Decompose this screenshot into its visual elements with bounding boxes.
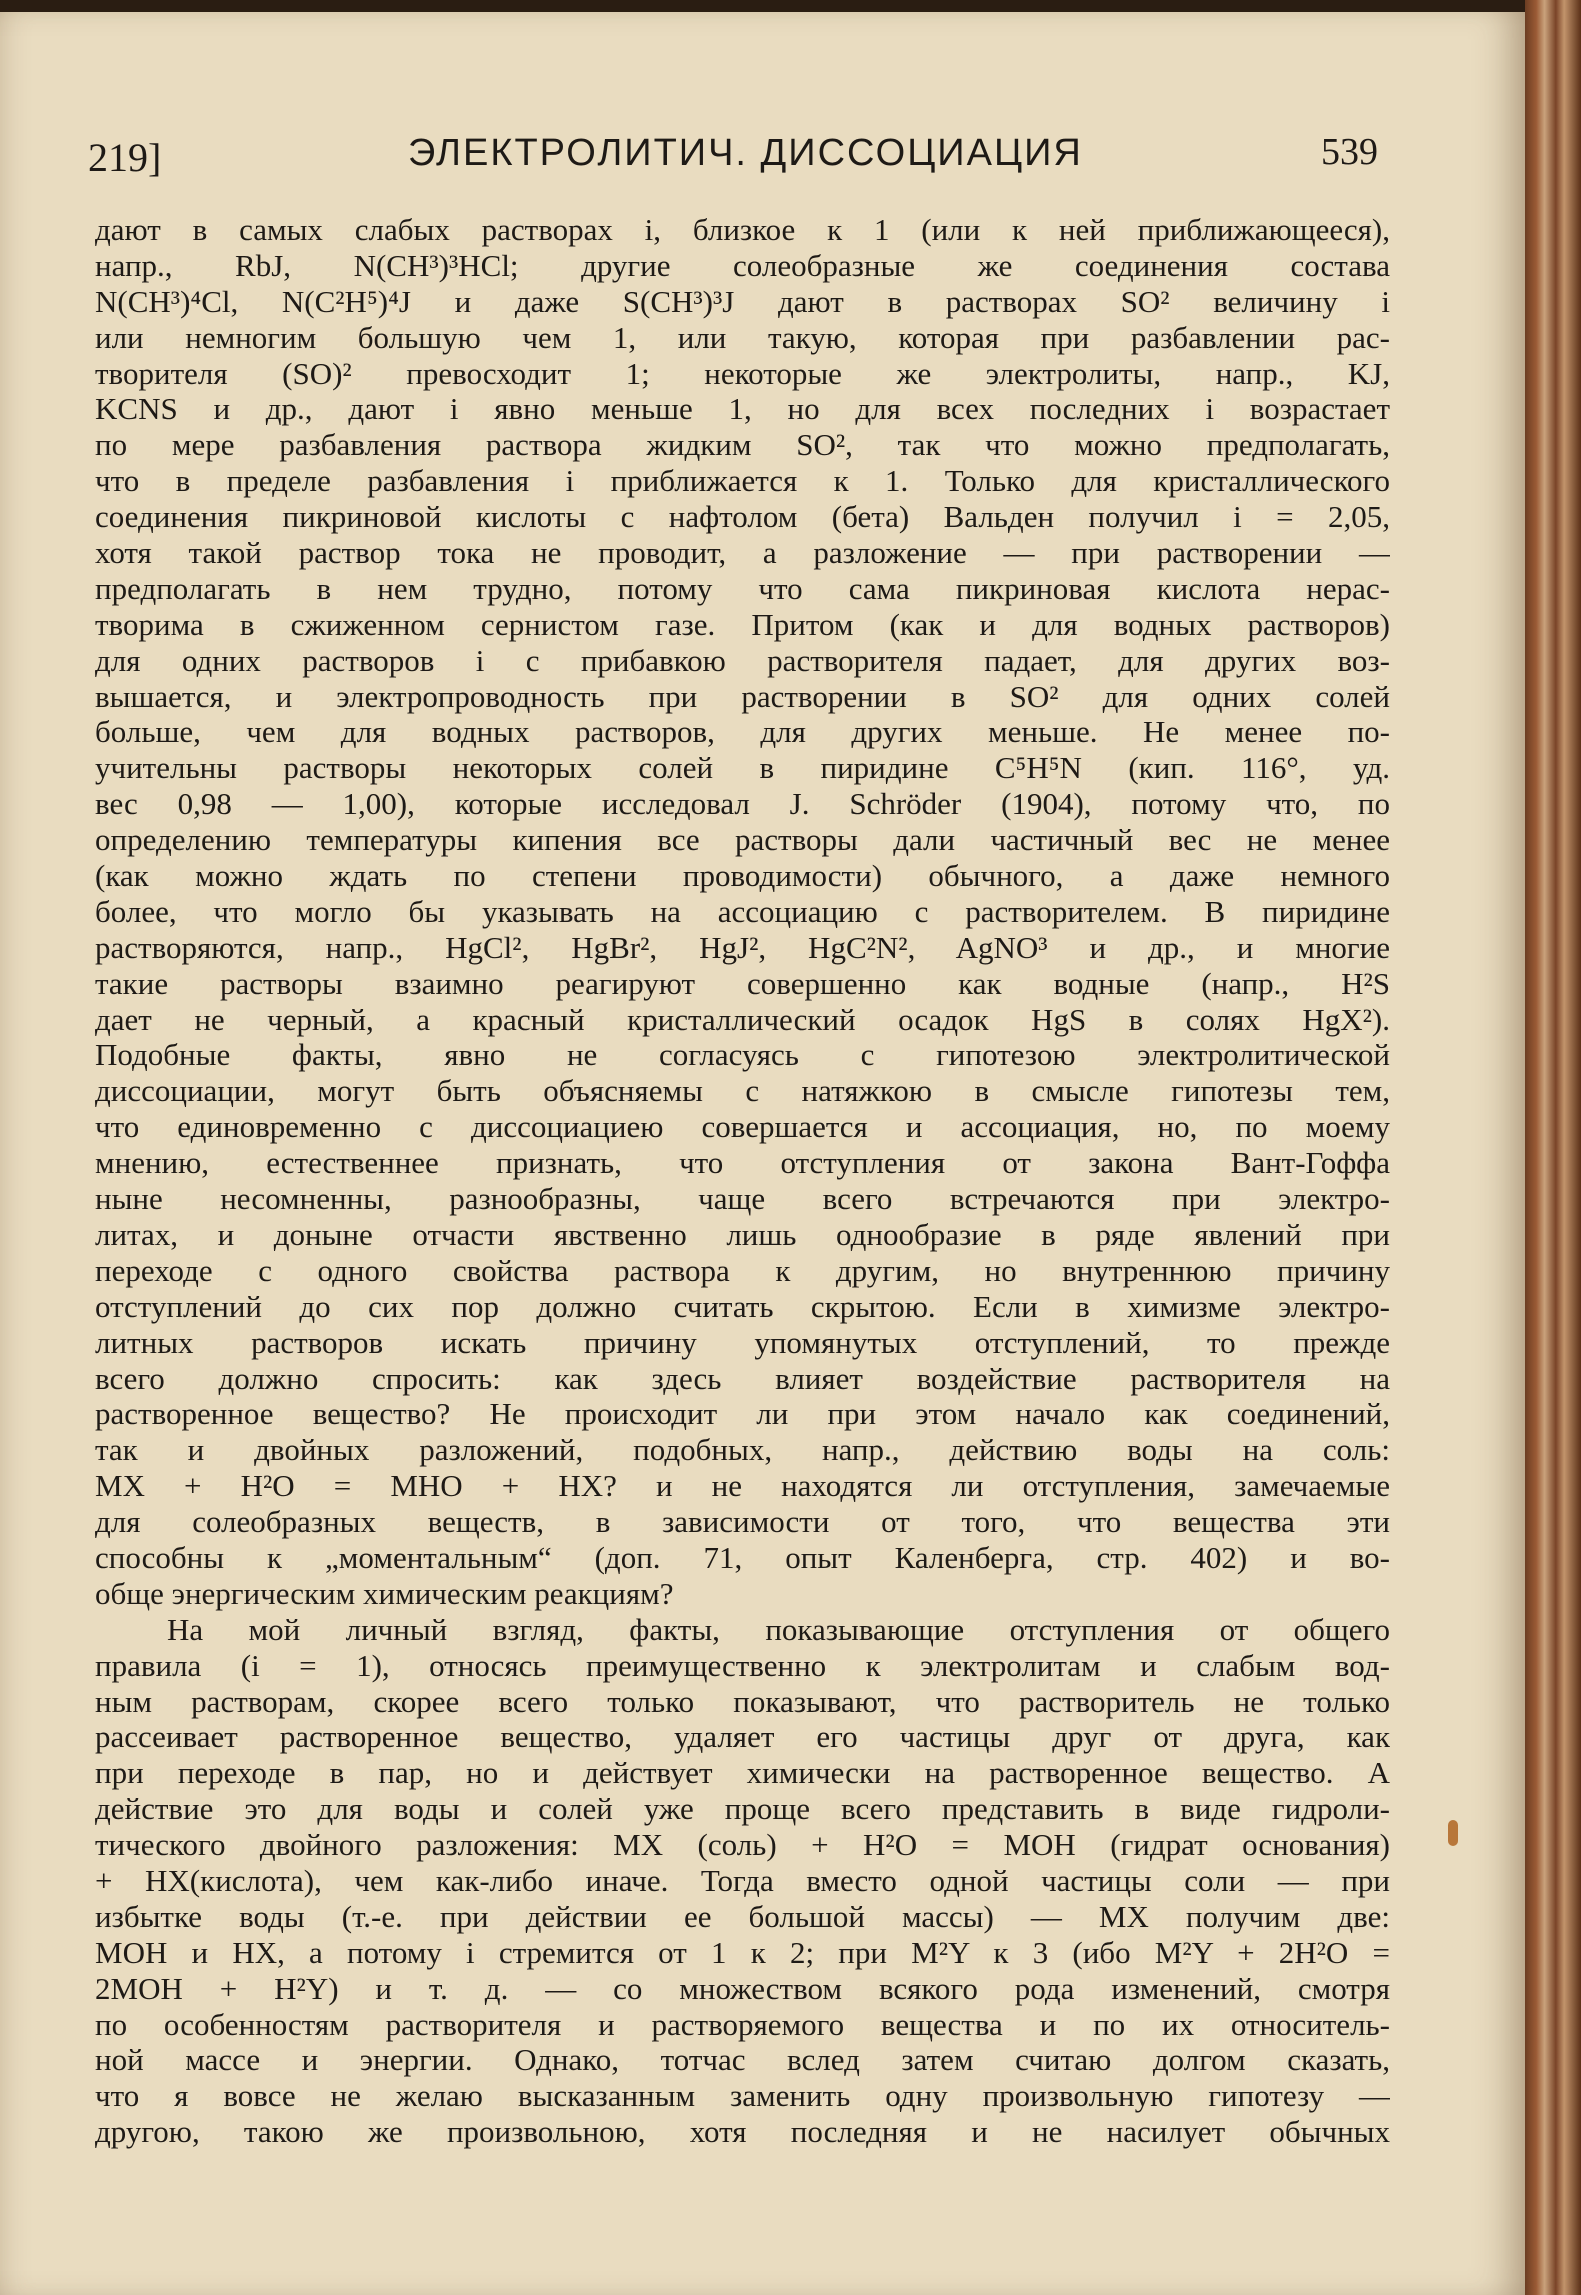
text-line: по особенностям растворителя и растворяемого вещества и по их относитель- xyxy=(95,2006,1390,2042)
text-line: ным растворам, скорее всего только показывают, что растворитель не только xyxy=(95,1683,1390,1719)
text-line: отступлений до сих пор должно считать скрытою. Если в химизме электро- xyxy=(95,1288,1390,1324)
text-line: KCNS и др., дают i явно меньше 1, но для всех последних i возрастает xyxy=(95,391,1390,427)
text-line: обще энергическим химическим реакциям? xyxy=(95,1575,674,1611)
text-line: другою, такою же произвольною, хотя последняя и не насилует обычных xyxy=(95,2114,1390,2150)
text-line: определению температуры кипения все растворы дали частичный вес не менее xyxy=(95,822,1390,858)
text-line: диссоциации, могут быть объясняемы с натяжкою в смысле гипотезы тем, xyxy=(95,1073,1390,1109)
text-line: всего должно спросить: как здесь влияет воздействие растворителя на xyxy=(95,1360,1390,1396)
text-line: 2MOH + H²Y) и т. д. — со множеством всякого рода изменений, смотря xyxy=(95,1970,1390,2006)
text-line: (как можно ждать по степени проводимости) обычного, а даже немного xyxy=(95,858,1390,894)
text-line: мнению, естественнее признать, что отступления от закона Вант-Гоффа xyxy=(95,1145,1390,1181)
text-line: предполагать в нем трудно, потому что сама пикриновая кислота нерас- xyxy=(95,570,1390,606)
text-line: при переходе в пар, но и действует химически на растворенное вещество. А xyxy=(95,1755,1390,1791)
text-line: творима в сжиженном сернистом газе. Притом (как и для водных растворов) xyxy=(95,606,1390,642)
text-line: вес 0,98 — 1,00), которые исследовал J. Schröder (1904), потому что, по xyxy=(95,786,1390,822)
running-header xyxy=(88,124,1378,184)
page-number: 539 xyxy=(1321,131,1378,173)
text-line: что я вовсе не желаю высказанным заменить одну произвольную гипотезу — xyxy=(95,2078,1390,2114)
text-line: ныне несомненны, разнообразны, чаще всего встречаются при электро- xyxy=(95,1181,1390,1217)
text-line: творителя (SO)² превосходит 1; некоторые же электролиты, напр., KJ, xyxy=(95,355,1390,391)
text-line: что единовременно с диссоциациею совершается и ассоциация, но, по моему xyxy=(95,1109,1390,1145)
text-line: учительны растворы некоторых солей в пиридине C⁵H⁵N (кип. 116°, уд. xyxy=(95,750,1390,786)
text-line: ной массе и энергии. Однако, тотчас вслед затем считаю долгом сказать, xyxy=(95,2042,1390,2078)
text-line: для солеобразных веществ, в зависимости от того, что вещества эти xyxy=(95,1504,1390,1540)
text-line: растворенное вещество? Не происходит ли при этом начало как соединений, xyxy=(95,1396,1390,1432)
text-line: дает не черный, а красный кристаллический осадок HgS в солях HgX²). xyxy=(95,1001,1390,1037)
text-line: способны к „моментальным“ (доп. 71, опыт Каленберга, стр. 402) и во- xyxy=(95,1539,1390,1575)
text-line: растворяются, напр., HgCl², HgBr², HgJ², HgC²N², AgNO³ и др., и многие xyxy=(95,929,1390,965)
text-line: тического двойного разложения: MX (соль) + H²O = MOH (гидрат основания) xyxy=(95,1827,1390,1863)
text-line: избытке воды (т.-е. при действии ее большой массы) — MX получим две: xyxy=(95,1898,1390,1934)
text-line: более, что могло бы указывать на ассоциацию с растворителем. В пиридине xyxy=(95,893,1390,929)
text-line: такие растворы взаимно реагируют совершенно как водные (напр., H²S xyxy=(95,965,1390,1001)
page-title: ЭЛЕКТРОЛИТИЧ. ДИССОЦИАЦИЯ xyxy=(408,132,1083,174)
text-line: правила (i = 1), относясь преимущественно к электролитам и слабым вод- xyxy=(95,1647,1390,1683)
book-page xyxy=(0,12,1525,2295)
text-line: напр., RbJ, N(CH³)³HCl; другие солеобразные же соединения состава xyxy=(95,247,1390,283)
text-line: так и двойных разложений, подобных, напр., действию воды на соль: xyxy=(95,1432,1390,1468)
text-line: соединения пикриновой кислоты с нафтолом (бета) Вальден получил i = 2,05, xyxy=(95,499,1390,535)
text-line: что в пределе разбавления i приближается к 1. Только для кристаллического xyxy=(95,463,1390,499)
text-line: действие это для воды и солей уже проще всего представить в виде гидроли- xyxy=(95,1791,1390,1827)
text-line: литных растворов искать причину упомянутых отступлений, то прежде xyxy=(95,1324,1390,1360)
text-line: для одних растворов i с прибавкою растворителя падает, для других воз- xyxy=(95,642,1390,678)
text-line: Подобные факты, явно не согласуясь с гипотезою электролитической xyxy=(95,1037,1390,1073)
body-text xyxy=(95,212,1390,2150)
text-line: + HX(кислота), чем как-либо иначе. Тогда вместо одной частицы соли — при xyxy=(95,1862,1390,1898)
paragraph-start-line: На мой личный взгляд, факты, показывающие отступления от общего xyxy=(167,1611,1390,1647)
section-number: 219] xyxy=(88,135,162,180)
text-line: дают в самых слабых растворах i, близкое к 1 (или к ней приближающееся), xyxy=(95,212,1390,247)
text-line: вышается, и электропроводность при растворении в SO² для одних солей xyxy=(95,678,1390,714)
text-line: литах, и доныне отчасти явственно лишь однообразие в ряде явлений при xyxy=(95,1216,1390,1252)
text-line: рассеивает растворенное вещество, удаляет его частицы друг от друга, как xyxy=(95,1719,1390,1755)
text-line: MOH и HX, а потому i стремится от 1 к 2; при M²Y к 3 (ибо M²Y + 2H²O = xyxy=(95,1934,1390,1970)
text-line: переходе с одного свойства раствора к другим, но внутреннюю причину xyxy=(95,1252,1390,1288)
text-line: больше, чем для водных растворов, для других меньше. Не менее по- xyxy=(95,714,1390,750)
text-line: по мере разбавления раствора жидким SO², так что можно предполагать, xyxy=(95,427,1390,463)
text-line: или немногим большую чем 1, или такую, которая при разбавлении рас- xyxy=(95,319,1390,355)
page-edge xyxy=(1525,0,1581,2295)
ink-spot xyxy=(1448,1820,1458,1846)
text-line: хотя такой раствор тока не проводит, а разложение — при растворении — xyxy=(95,535,1390,571)
text-line: N(CH³)⁴Cl, N(C²H⁵)⁴J и даже S(CH³)³J дают в растворах SO² величину i xyxy=(95,283,1390,319)
text-line: MX + H²O = MHO + HX? и не находятся ли отступления, замечаемые xyxy=(95,1468,1390,1504)
